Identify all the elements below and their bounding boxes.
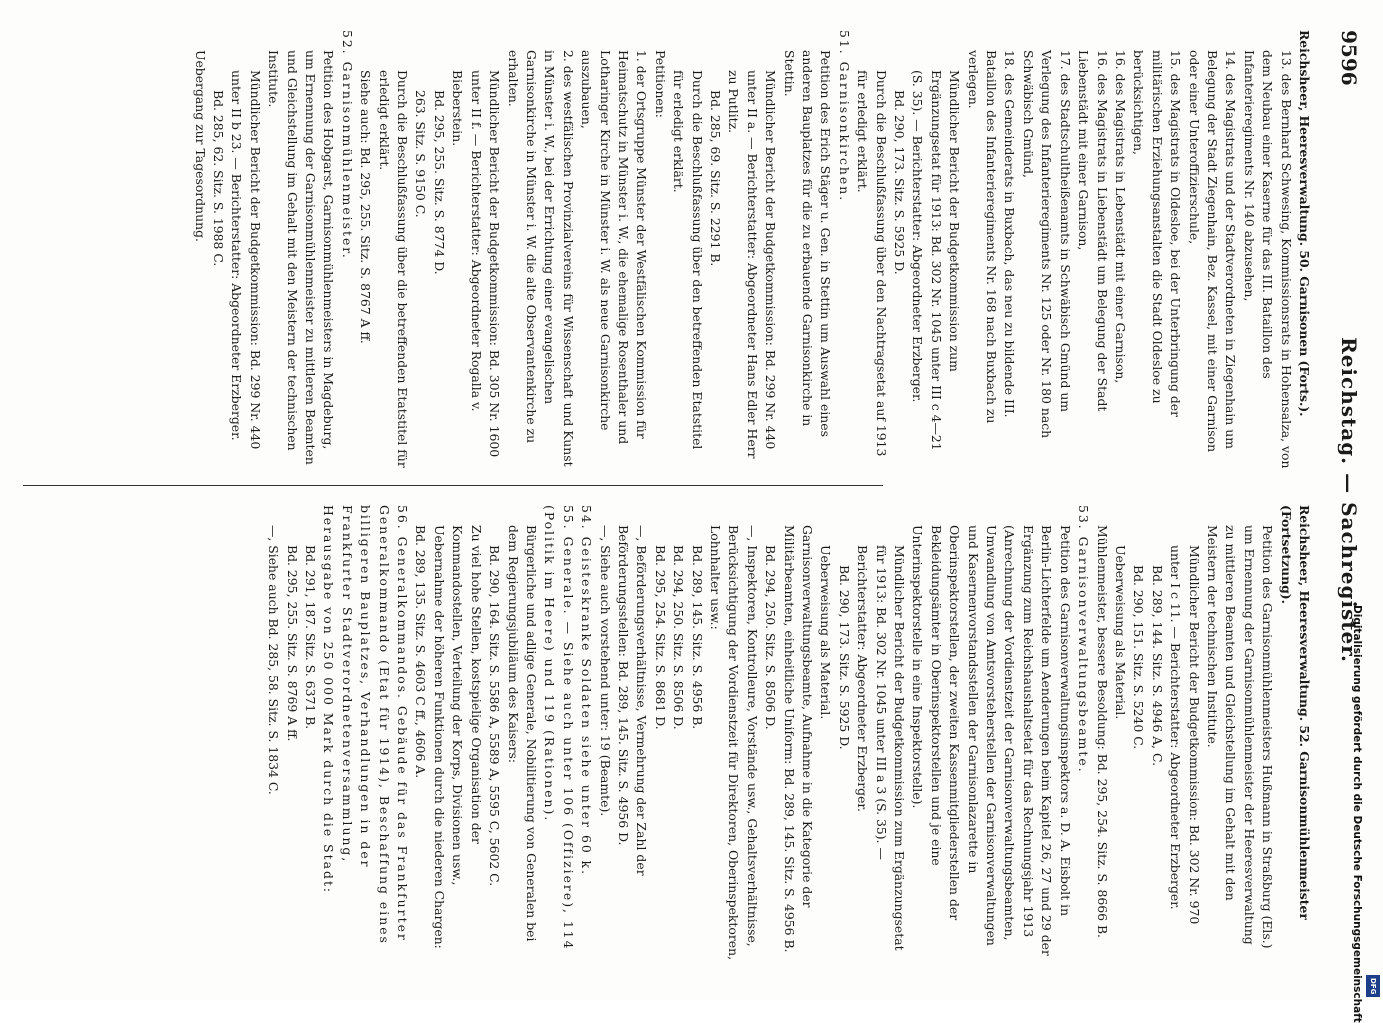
left-column-paragraph: 16. des Magistrats in Liebenstädt um Belegung der Stadt Liebenstädt mit einer Garnison, [1076,50,1110,412]
left-column-paragraph: Mündlicher Bericht der Budgetkommission: Bd. 299 Nr. 440 unter II b 23. — Berichterstatter: Abgeordneter Erzberger. [229,70,263,450]
dfg-logo: DFG [1366,975,1380,997]
right-column-paragraph: —, Inspektoren, Kontrolleure, Vorstände usw., Gehaltsverhältnisse, Berücksichtigung der Vordienstzeit für Direktoren, Oberinspektoren, Lohnhalter usw.: [708,525,760,960]
left-column-paragraph: 2. des westfälischen Provinzialvereins für Wissenschaft und Kunst in Münster i. W., bei der Errichtung einer evangelischen Garnisonkirche in Münster i. W. die alte Observantenkirche zu erhalten. [505,50,576,467]
left-column-paragraph: Bd. 290, 173. Sitz. S. 5925 D. [892,90,908,275]
right-column-paragraph: Bd. 290, 151. Sitz. S. 5240 C. [1131,565,1147,750]
right-column-paragraph: Mündlicher Bericht der Budgetkommission zum Ergänzungsetat für 1913: Bd. 302 Nr. 1045 unter III a 3 (S. 35). — Berichterstatter: Abgeordneter Erzberger. [855,545,908,951]
right-column-paragraph: Petition des Garnisonverwaltungsinspektors a. D. A. Eisbolt in Berlin-Lichterfelde um Aenderungen beim Kapitel 26, 27 und 29 der Ergänzung zum Reichshaushaltsetat für das Rechnungsjahr 1913 (Anrechnung der Vordienstzeit der Garnisonverwaltungsbeamten, Umwandlung von Amtsvorsteherstellen der Garnisonverwaltungen und Kasernenvorstandsstellen der Garnisonlazarette in Oberinspektorstellen, der zweiten Kassenmitgliederstellen der Bekleidungsämter in Oberinspektorstellen und je eine Unterinspektorstelle in eine Inspektorstelle). [910,525,1073,956]
right-column-paragraph: —, Siehe auch Bd. 285, 58. Sitz. S. 1834 C. [266,525,282,795]
right-column-paragraph: Bd. 290, 164. Sitz. S. 5586 A, 5589 A, 5595 C, 5602 C. [487,545,503,887]
right-column-paragraph: Bd. 291, 187. Sitz. S. 6371 B. [303,545,319,730]
left-column-paragraph: 263. Sitz. S. 9150 C. [413,90,429,218]
right-text-column [13,505,1313,960]
left-text-column [13,30,1313,470]
left-column-paragraph: Siehe auch: Bd. 295, 255. Sitz. S. 8767 A ff. [358,70,374,344]
right-column-paragraph: Bd. 289, 145. Sitz. S. 4956 B. [689,545,705,730]
left-column-paragraph: 15. des Magistrats in Oldesloe, bei der Unterbringung der militärischen Erziehungsanstalten die Stadt Oldesloe zu berücksichtigen, [1131,50,1184,418]
left-column-paragraph: Mündlicher Bericht der Budgetkommission: Bd. 299 Nr. 440 unter II a. — Berichterstatter: Abgeordneter Hans Edler Herr zu Putlitz. [726,70,779,459]
left-column-paragraph: Petition des Erich Stäger u. Gen. in Stettin um Auswahl eines anderen Bauplatzes für die zu erbauende Garnisonkirche in Stettin. [781,50,834,437]
right-column-paragraph: Zu viel hohe Stellen, kostspielige Organisation der Kommandostellen, Verteilung der Korps, Divisionen usw., Uebernahme der höheren Funktionen durch die niederen Chargen: Bd. 289, 135. Sitz. S. 4603 C ff., 4606 A. [413,525,484,949]
page-number: 9596 [1337,30,1361,86]
running-title: Reichstag. — Sachregister. [1337,337,1361,663]
left-column-paragraph: Reichsheer, Heeresverwaltung. 50. Garnisonen (Forts.). [1297,30,1312,417]
right-column-paragraph: Bd. 289, 144. Sitz. S. 4946 A, C. [1149,565,1165,767]
right-column-paragraph: Bd. 294, 250. Sitz. S. 8506 D. [763,545,779,730]
left-column-paragraph: 1. der Ortsgruppe Münster der Westfälischen Kommission für Heimatschutz in Münster i. W., die ehemalige Rosenthaler und Lotharinger Kirche in Münster i. W. als neue Garnisonkirche auszubauen, [579,50,650,445]
left-column-paragraph: Bd. 295, 255. Sitz. S. 8774 D. [431,90,447,275]
left-column-paragraph: 51. Garnisonkirchen. [836,30,852,203]
digitization-note: Digitalisierung gefördert durch die Deutsche Forschungsgemeinschaft [1351,605,1363,1023]
left-column-paragraph: Uebergang zur Tagesordnung. [192,50,208,242]
left-column-paragraph: Bd. 285, 62. Sitz. S. 1988 C. [211,90,227,267]
right-column-paragraph: Bd. 290, 173. Sitz. S. 5925 D. [836,565,852,750]
left-column-paragraph: Durch die Beschlußfassung über die betreffenden Etatstitel für erledigt erklärt. [376,70,411,468]
right-column-paragraph: 54. Geisteskranke Soldaten siehe unter 60 k. [579,505,595,877]
right-column-paragraph: —, Siehe auch vorstehend unter: 19 (Beamte). [597,525,613,817]
right-column-paragraph: —, Beförderungsverhältnisse, Vermehrung der Zahl der Beförderungsstellen: Bd. 289, 145. Sitz. S. 4956 D. [615,525,650,876]
left-column-paragraph: Mündlicher Bericht der Budgetkommission zum Ergänzungsetat für 1913: Bd. 302 Nr. 1045 unter III c 4—21 (S. 35). — Berichterstatter: Abgeordneter Erzberger. [910,70,963,451]
right-column-paragraph: Bd. 295, 254. Sitz. S. 8681 D. [652,545,668,730]
left-column-paragraph: 18. des Gemeinderats in Buxbach, das neu zu bildende III. Bataillon des Infanterieregiments Nr. 168 nach Buxbach zu verlegen. [965,50,1018,424]
right-column-paragraph: Mündlicher Bericht der Budgetkommission: Bd. 302 Nr. 970 unter I c 11. — Berichterstatter: Abgeordneter Erzberger. [1168,545,1202,925]
right-column-paragraph: Bd. 294, 250. Sitz. S. 8506 D. [671,545,687,730]
right-column-paragraph: 56. Generalkommandos. Gebäude für das Frankfurter Generalkommando (Etat für 1914), Beschaffung eines billigeren Bauplatzes, Verhandlungen in der Frankfurter Stadtverordnetenversammlung, Herausgabe von 250 000 Mark durch die Stadt: [321,505,411,945]
right-column-paragraph: Mühlenmeister, bessere Besoldung: Bd. 295, 254. Sitz. S. 8666 B. [1094,525,1110,938]
right-column-paragraph: 53. Garnisonverwaltungsbeamte. [1076,505,1092,774]
right-column-paragraph: Petition des Garnisonmühlenmeisters Hußmann in Straßburg (Els.) um Ernennung der Garnisonmühlenmeister der Heeresverwaltung zu mittleren Beamten und Gleichstellung im Gehalt mit den Meistern der technischen Institute. [1204,525,1276,949]
right-column-paragraph: Ueberweisung als Material. [818,545,834,720]
right-column-paragraph: Ueberweisung als Material. [1112,545,1128,720]
left-column-paragraph: 16. des Magistrats in Lebenstädt mit einer Garnison, [1112,50,1128,384]
left-column-paragraph: Petition des Hobgarst, Garnisonmühlenmeisters in Magdeburg, um Ernennung der Garnisonmühlenmeister zu mittleren Beamten und Gleichstellung im Gehalt mit den Meistern der technischen Institute. [266,50,337,465]
right-column-paragraph: Garnisonverwaltungsbeamte, Aufnahme in die Kategorie der Militärbeamten, einheitliche Uniform: Bd. 289, 145. Sitz. S. 4956 B. [781,525,816,953]
right-column-paragraph: Bd. 295, 255. Sitz. S. 8769 A ff. [284,545,300,742]
left-column-paragraph: 52. Garnisonmühlenmeister. [339,30,355,260]
right-column-paragraph: 55. Generale. — Siehe auch unter 106 (Offiziere), 114 (Politik im Heere) und 119 (Rationen). [542,505,576,951]
right-column-paragraph: Reichsheer, Heeresverwaltung. 52. Garnisonmühlenmeister (Fortsetzung). [1278,505,1312,920]
column-divider [23,485,883,486]
right-column-paragraph: Bürgerliche und adlige Generale, Nobilitierung von Generalen bei dem Regierungsjubiläum des Kaisers: [505,525,539,942]
left-column-paragraph: Bd. 285, 69. Sitz. S. 2291 B. [708,90,723,267]
left-column-paragraph: Durch die Beschlußfassung über den Nachtragsetat auf 1913 für erledigt erklärt. [855,70,889,457]
left-column-paragraph: 13. des Bernhard Schwesing, Kommissionsrats in Hohensalza, von dem Neubau einer Kaserne für das III. Bataillon des Infanterieregiments Nr. 140 abzusehen, [1241,50,1294,469]
left-column-paragraph: Durch die Beschlußfassung über den betreffenden Etatstitel für erledigt erklärt. [671,70,705,450]
left-column-paragraph: 17. des Stadtschultheißenamts in Schwäbisch Gmünd um Verlegung des Infanterieregiments Nr. 125 oder Nr. 180 nach Schwäbisch Gmünd, [1020,50,1073,439]
left-column-paragraph: Petitionen: [652,50,668,118]
left-column-paragraph: 14. des Magistrats und der Stadtverordneten in Ziegenhain um Belegung der Stadt Ziegenhain, Bez. Kassel, mit einer Garnison oder einer Unteroffizierschule, [1186,50,1239,453]
left-column-paragraph: Mündlicher Bericht der Budgetkommission: Bd. 305 Nr. 1600 unter II f. — Berichterstatter: Abgeordneter Rogalla v. Bieberstein. [450,70,503,458]
